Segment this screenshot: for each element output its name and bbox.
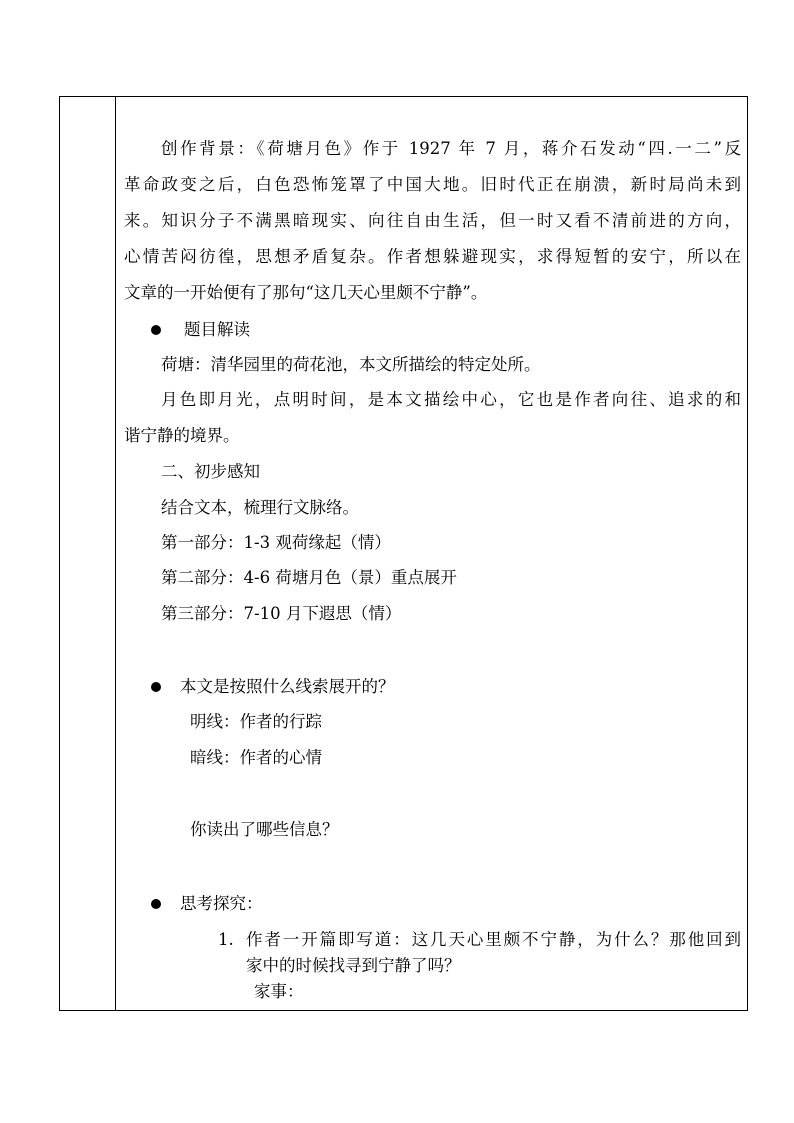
bullet-icon <box>151 325 161 335</box>
title-reading-heading: 题目解读 <box>184 320 250 339</box>
structure-part-3: 第三部分：7-10 月下遐思（情） <box>161 604 402 623</box>
perception-heading: 二、初步感知 <box>161 462 260 481</box>
lotus-pond-definition: 荷塘：清华园里的荷花池，本文所描绘的特定处所。 <box>161 355 541 374</box>
implicit-clue: 暗线：作者的心情 <box>190 748 322 767</box>
bullet-icon <box>151 682 161 692</box>
background-line-2: 革命政变之后，白色恐怖笼罩了中国大地。旧时代正在崩溃，新时局尚未到 <box>124 175 741 194</box>
background-line-4: 心情苦闷彷徨，思想矛盾复杂。作者想躲避现实，求得短暂的安宁，所以在 <box>124 247 741 266</box>
inquiry-item-line-1: 作者一开篇即写道：这几天心里颇不宁静，为什么？那他回到 <box>246 930 741 949</box>
clue-question: 本文是按照什么线索展开的？ <box>180 677 395 696</box>
explicit-clue: 明线：作者的行踪 <box>190 712 322 731</box>
background-line-1: 创作背景：《荷塘月色》作于 1927 年 7 月，蒋介石发动“四.一二”反 <box>161 139 741 158</box>
background-line-3: 来。知识分子不满黑暗现实、向往自由生活，但一时又看不清前进的方向， <box>124 211 741 230</box>
info-question: 你读出了哪些信息？ <box>190 820 339 839</box>
moonlight-definition-line-1: 月色即月光，点明时间，是本文描绘中心，它也是作者向往、追求的和 <box>161 390 741 409</box>
structure-part-2: 第二部分：4-6 荷塘月色（景）重点展开 <box>161 568 457 587</box>
background-line-5: 文章的一开始便有了那句“这几天心里颇不宁静”。 <box>124 283 488 302</box>
family-label: 家事： <box>254 982 304 1001</box>
table-content-column <box>116 97 747 1010</box>
inquiry-item-line-2: 家中的时候找寻到宁静了吗？ <box>246 956 461 975</box>
bullet-icon <box>151 899 161 909</box>
lesson-table <box>59 96 748 1011</box>
structure-part-1: 第一部分：1-3 观荷缘起（情） <box>161 533 391 552</box>
inquiry-heading: 思考探究： <box>180 894 263 913</box>
inquiry-item-number: 1. <box>218 930 234 949</box>
perception-instruction: 结合文本，梳理行文脉络。 <box>161 498 359 517</box>
moonlight-definition-line-2: 谐宁静的境界。 <box>124 426 240 445</box>
table-left-column <box>60 97 116 1010</box>
